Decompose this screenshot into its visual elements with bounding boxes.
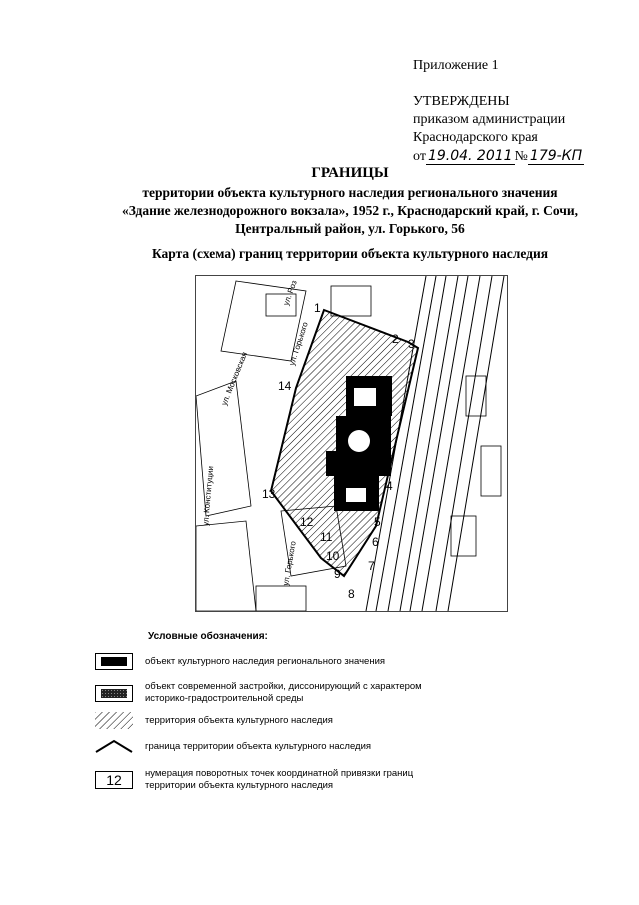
legend-item-modern-building — [95, 681, 425, 705]
map-caption: Карта (схема) границ территории объекта культурного наследия — [151, 246, 549, 261]
legend-symbol-solid — [95, 653, 133, 670]
approved-line-2: приказом администрации — [413, 112, 566, 127]
date-prefix: от — [413, 149, 426, 164]
point-label: 8 — [348, 587, 355, 601]
site-map-drawing — [196, 276, 507, 611]
point-label: 10 — [326, 549, 340, 563]
handwritten-number: 179-КП — [529, 148, 583, 164]
street-label: ул. Горького — [281, 540, 298, 587]
legend-text: граница территории объекта культурного наследия — [145, 740, 372, 752]
street-label: ул. Роз — [281, 279, 299, 307]
point-label: 4 — [386, 479, 393, 493]
point-label: 13 — [262, 487, 276, 501]
point-label: 14 — [278, 379, 292, 393]
approval-date-line — [413, 147, 584, 166]
appendix-label: Приложение 1 — [413, 58, 499, 73]
street-label: ул. Горького — [287, 321, 310, 367]
legend-symbol-hatched — [95, 712, 133, 729]
approval-block — [413, 93, 584, 166]
point-label: 1 — [314, 301, 321, 315]
point-label: 2 — [392, 332, 399, 346]
approved-title: УТВЕРЖДЕНЫ — [413, 94, 510, 109]
street-label: ул. Московская — [219, 350, 250, 407]
point-label: 12 — [300, 515, 314, 529]
legend-item-boundary — [95, 738, 371, 755]
legend-symbol-dotted — [95, 685, 133, 702]
street-label: ул. Конституции — [201, 465, 216, 527]
number-prefix: № — [514, 149, 528, 164]
point-label: 5 — [374, 515, 381, 529]
legend-text: территория объекта культурного наследия — [145, 714, 333, 726]
legend-item-point-numbering — [95, 768, 425, 792]
subtitle-line-2: «Здание железнодорожного вокзала», 1952 г., Краснодарский край, г. Сочи, — [121, 203, 579, 218]
legend-text: нумерация поворотных точек координатной привязки границ территории объекта культурного наследия — [145, 768, 414, 791]
point-label: 6 — [372, 535, 379, 549]
point-label: 7 — [368, 559, 375, 573]
document-title: ГРАНИЦЫ — [311, 165, 389, 181]
legend-title: Условные обозначения: — [148, 631, 268, 642]
subtitle-line-3: Центральный район, ул. Горького, 56 — [235, 221, 465, 236]
legend-item-heritage-object — [95, 653, 385, 670]
legend-symbol-number-box: 12 — [95, 771, 133, 789]
point-label: 11 — [320, 530, 333, 544]
legend-text: объект культурного наследия регионального значения — [145, 655, 386, 667]
legend-text: объект современной застройки, диссонирующий с характером историко-градостроительной среды — [145, 681, 422, 704]
point-label: 3 — [408, 337, 415, 351]
approved-line-3: Краснодарского края — [413, 130, 538, 145]
site-map — [195, 275, 508, 612]
subtitle-line-1: территории объекта культурного наследия регионального значения — [142, 185, 558, 200]
document-subtitle — [60, 184, 639, 238]
legend-symbol-boundary-line — [95, 738, 133, 755]
point-label: 9 — [334, 567, 341, 581]
handwritten-date: 19.04. 2011 — [427, 148, 513, 164]
legend-item-territory — [95, 712, 333, 729]
